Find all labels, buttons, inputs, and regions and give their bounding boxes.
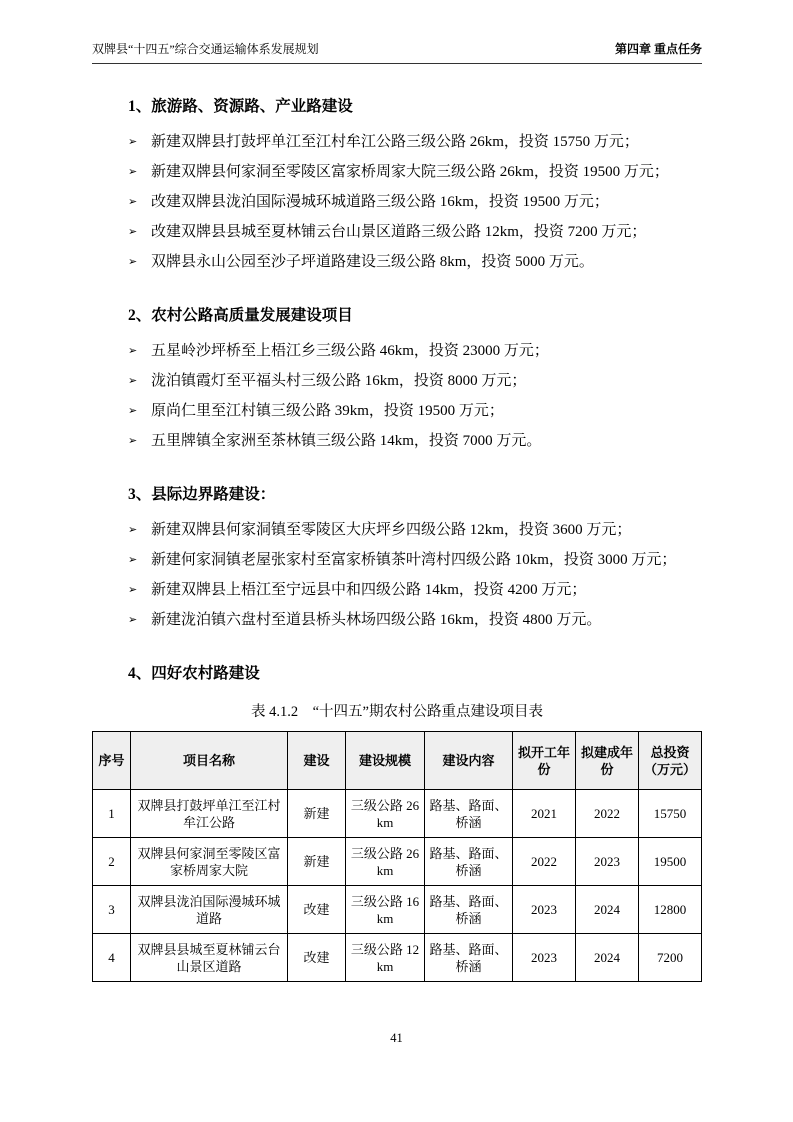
table-row (93, 838, 702, 886)
section-1-heading: 1、旅游路、资源路、产业路建设 (128, 98, 353, 115)
table-cell: 双牌县县城至夏林铺云台山景区道路 (131, 934, 288, 982)
table-cell: 2 (93, 838, 131, 886)
table-header-cell: 建设内容 (425, 732, 513, 790)
table-cell: 三级公路 12km (346, 934, 425, 982)
table-cell: 2023 (513, 886, 576, 934)
table-cell: 12800 (639, 886, 702, 934)
list-item-text: 新建双牌县打鼓坪单江至江村牟江公路三级公路 26km，投资 15750 万元； (151, 134, 639, 150)
table-header-cell: 拟开工年份 (513, 732, 576, 790)
rural-road-projects-table (92, 731, 702, 982)
arrow-bullet-icon: ➢ (128, 165, 138, 178)
table-cell: 双牌县何家洞至零陵区富家桥周家大院 (131, 838, 288, 886)
section-3-heading: 3、县际边界路建设： (128, 486, 276, 503)
arrow-bullet-icon: ➢ (128, 553, 138, 566)
arrow-bullet-icon: ➢ (128, 344, 138, 357)
list-item (128, 223, 702, 253)
page-number: 41 (390, 1031, 403, 1045)
table-cell: 双牌县泷泊国际漫城环城道路 (131, 886, 288, 934)
list-item (128, 551, 702, 581)
table-cell: 改建 (288, 886, 346, 934)
table-cell: 路基、路面、桥涵 (425, 886, 513, 934)
table-cell: 三级公路 26km (346, 838, 425, 886)
arrow-bullet-icon: ➢ (128, 434, 138, 447)
list-item-text: 新建双牌县上梧江至宁远县中和四级公路 14km，投资 4200 万元； (151, 582, 587, 598)
list-item (128, 581, 702, 611)
table-cell: 路基、路面、桥涵 (425, 790, 513, 838)
table-cell: 三级公路 16km (346, 886, 425, 934)
table-row (93, 934, 702, 982)
arrow-bullet-icon: ➢ (128, 135, 138, 148)
table-cell: 2022 (576, 790, 639, 838)
list-item (128, 163, 702, 193)
list-item (128, 402, 702, 432)
arrow-bullet-icon: ➢ (128, 404, 138, 417)
section-2-heading: 2、农村公路高质量发展建设项目 (128, 307, 353, 324)
table-header-cell: 建设规模 (346, 732, 425, 790)
list-item-text: 新建双牌县何家洞至零陵区富家桥周家大院三级公路 26km，投资 19500 万元； (151, 164, 669, 180)
arrow-bullet-icon: ➢ (128, 225, 138, 238)
header-left-title: 双牌县“十四五”综合交通运输体系发展规划 (92, 42, 319, 56)
table-cell: 3 (93, 886, 131, 934)
table-caption: 表 4.1.2 “十四五”期农村公路重点建设项目表 (251, 704, 543, 720)
list-item-text: 五里牌镇全家洲至茶林镇三级公路 14km，投资 7000 万元。 (151, 433, 542, 449)
arrow-bullet-icon: ➢ (128, 255, 138, 268)
list-item (128, 432, 702, 462)
list-item-text: 新建何家洞镇老屋张家村至富家桥镇茶叶湾村四级公路 10km，投资 3000 万元； (151, 552, 677, 568)
list-item-text: 泷泊镇霞灯至平福头村三级公路 16km，投资 8000 万元； (151, 373, 527, 389)
table-cell: 改建 (288, 934, 346, 982)
list-item (128, 611, 702, 641)
table-cell: 2021 (513, 790, 576, 838)
list-item (128, 342, 702, 372)
list-item-text: 双牌县永山公园至沙子坪道路建设三级公路 8km，投资 5000 万元。 (151, 254, 594, 270)
table-cell: 路基、路面、桥涵 (425, 838, 513, 886)
arrow-bullet-icon: ➢ (128, 374, 138, 387)
page-header (92, 40, 702, 64)
table-row (93, 790, 702, 838)
list-item-text: 原尚仁里至江村镇三级公路 39km，投资 19500 万元； (151, 403, 504, 419)
header-right-chapter: 第四章 重点任务 (614, 42, 702, 56)
table-cell: 2023 (513, 934, 576, 982)
table-cell: 新建 (288, 838, 346, 886)
arrow-bullet-icon: ➢ (128, 195, 138, 208)
table-header-cell: 总投资（万元） (639, 732, 702, 790)
table-cell: 19500 (639, 838, 702, 886)
arrow-bullet-icon: ➢ (128, 613, 138, 626)
table-cell: 双牌县打鼓坪单江至江村牟江公路 (131, 790, 288, 838)
table-cell: 2024 (576, 934, 639, 982)
table-cell: 新建 (288, 790, 346, 838)
table-cell: 15750 (639, 790, 702, 838)
table-cell: 7200 (639, 934, 702, 982)
table-header-cell: 建设 (288, 732, 346, 790)
table-cell: 4 (93, 934, 131, 982)
list-item-text: 五星岭沙坪桥至上梧江乡三级公路 46km，投资 23000 万元； (151, 343, 549, 359)
table-cell: 2024 (576, 886, 639, 934)
table-header-cell: 序号 (93, 732, 131, 790)
table-cell: 三级公路 26km (346, 790, 425, 838)
arrow-bullet-icon: ➢ (128, 583, 138, 596)
list-item-text: 改建双牌县泷泊国际漫城环城道路三级公路 16km，投资 19500 万元； (151, 194, 609, 210)
table-header-cell: 项目名称 (131, 732, 288, 790)
arrow-bullet-icon: ➢ (128, 523, 138, 536)
list-item-text: 新建双牌县何家洞镇至零陵区大庆坪乡四级公路 12km，投资 3600 万元； (151, 522, 632, 538)
list-item (128, 521, 702, 551)
section-4-heading: 4、四好农村路建设 (128, 665, 260, 682)
page-footer (0, 1031, 793, 1046)
list-item (128, 193, 702, 223)
table-header-cell: 拟建成年份 (576, 732, 639, 790)
table-cell: 路基、路面、桥涵 (425, 934, 513, 982)
list-item (128, 253, 702, 283)
page-content (92, 84, 702, 982)
table-cell: 2022 (513, 838, 576, 886)
table-row (93, 886, 702, 934)
list-item (128, 372, 702, 402)
table-cell: 2023 (576, 838, 639, 886)
list-item-text: 新建泷泊镇六盘村至道县桥头林场四级公路 16km，投资 4800 万元。 (151, 612, 602, 628)
list-item (128, 133, 702, 163)
table-header-row (93, 732, 702, 790)
list-item-text: 改建双牌县县城至夏林铺云台山景区道路三级公路 12km，投资 7200 万元； (151, 224, 647, 240)
table-cell: 1 (93, 790, 131, 838)
